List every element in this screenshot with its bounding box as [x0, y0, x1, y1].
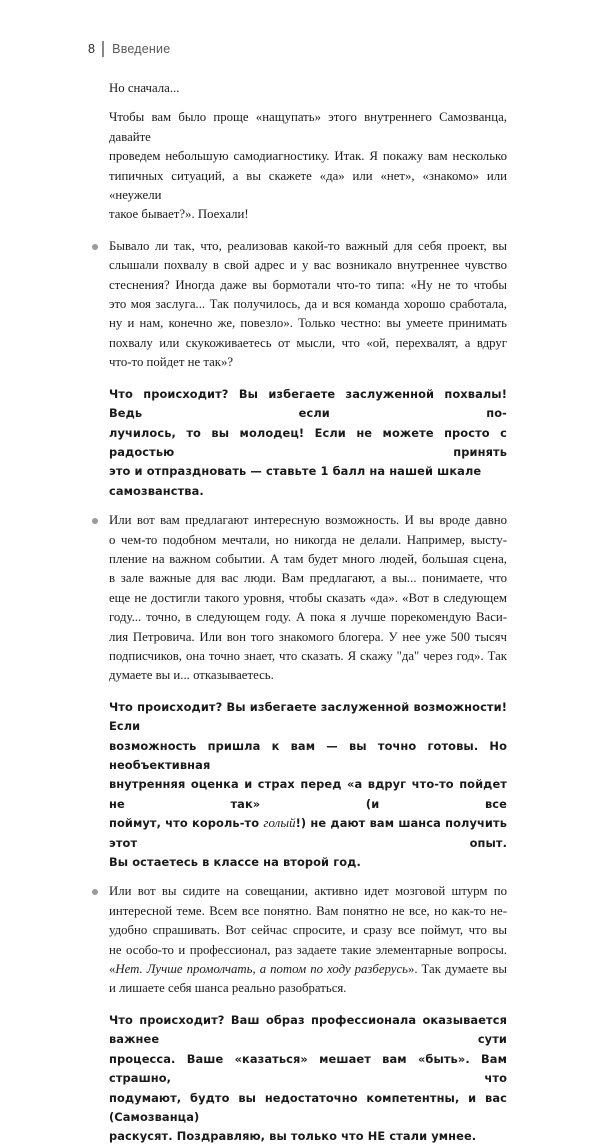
answer-meeting: Что происходит? Ваш образ профессионала оказывается важнее сути процесса. Ваше «казаться» мешает вам «быть». Вам страшно, что подумают, будто вы недостаточно компетентны, и вас (Самозванца) раскусят. Поздравляю, вы только что НЕ стали умнее. — [109, 1012, 507, 1144]
bullet-item-opportunity: Или вот вам предлагают интересную возможность. И вы вроде давно о чем-то подобном мечтали, но никогда не делали. Например, высту- пление на важном событии. А там будет много людей, большая сцена, в зале важные для вас люди. Вам предлагают, а вы... понимаете, что еще не достигли такого уровня, чтобы сказать «да». «Вот в следующем году... точно, в следующем году. А пока я лучше порекомендую Васи- лия Петровича. Или вон того знакомого блогера. У нее уже 500 тысяч подписчиков, она точно знает, что сказать. Я скажу "да" через год». Так думаете вы и... отказываетесь. — [109, 511, 507, 686]
header-divider — [102, 41, 104, 57]
intro-line: Но сначала... — [109, 81, 180, 95]
bullet-item-meeting: Или вот вы сидите на совещании, активно идет мозговой штурм по интересной теме. Всем все понятно. Вам понятно не все, но как-то не- удобно спрашивать. Вот сейчас спросите, и сразу все поймут, что вы не особо-то и профессионал, раз задаете такие элементарные вопросы. «Нет. Лучше промолчать, а потом по ходу разберусь». Так думаете вы и лишаете себя шанса реально разобраться. — [109, 882, 507, 998]
answer-opportunity: Что происходит? Вы избегаете заслуженной возможности! Если возможность пришла к вам — вы точно готовы. Но необъективная внутренняя оценка и страх перед «а вдруг что-то пойдет не так» (и все поймут, что король-то голый!) не дают вам шанса получить этот опыт. Вы остаетесь в классе на второй год. — [109, 699, 507, 870]
bullet-dot-icon — [92, 244, 98, 250]
italic-word: голый — [263, 816, 296, 831]
bullet-dot-icon — [92, 518, 98, 524]
page-body — [109, 79, 507, 1147]
italic-quote: Нет. Лучше промолчать, а потом по ходу разберусь — [115, 962, 408, 977]
answer-praise: Что происходит? Вы избегаете заслуженной похвалы! Ведь если по- лучилось, то вы молодец! Если не можете просто с радостью принять это и отпраздновать — ставьте 1 балл на нашей шкале самозванства. — [109, 386, 507, 498]
bullet-dot-icon — [92, 889, 98, 895]
page-number: 8 — [88, 42, 96, 56]
bullet-item-praise: Бывало ли так, что, реализовав какой-то важный для себя проект, вы слышали похвалу в свой адрес и у вас возникало внутреннее чувство стеснения? Иногда даже вы бормотали что-то типа: «Ну не то чтобы это моя заслуга... Так получилось, да и вся команда хорошо сработала, ну и нам, конечно же, повезло». Только честно: вы умеете принимать похвалу или скукоживаетесь от мысли, что «ой, перехвалят, а вдруг что-то пойдет не так»? — [109, 237, 507, 373]
section-title: Введение — [112, 42, 171, 56]
running-header — [88, 40, 170, 58]
intro-paragraph: Чтобы вам было проще «нащупать» этого внутреннего Самозванца, давайте проведем небольшую самодиагностику. Итак. Я покажу вам несколько типичных ситуаций, а вы скажете «да» или «нет», «знакомо» или «неужели такое бывает?». Поехали! — [109, 110, 507, 222]
